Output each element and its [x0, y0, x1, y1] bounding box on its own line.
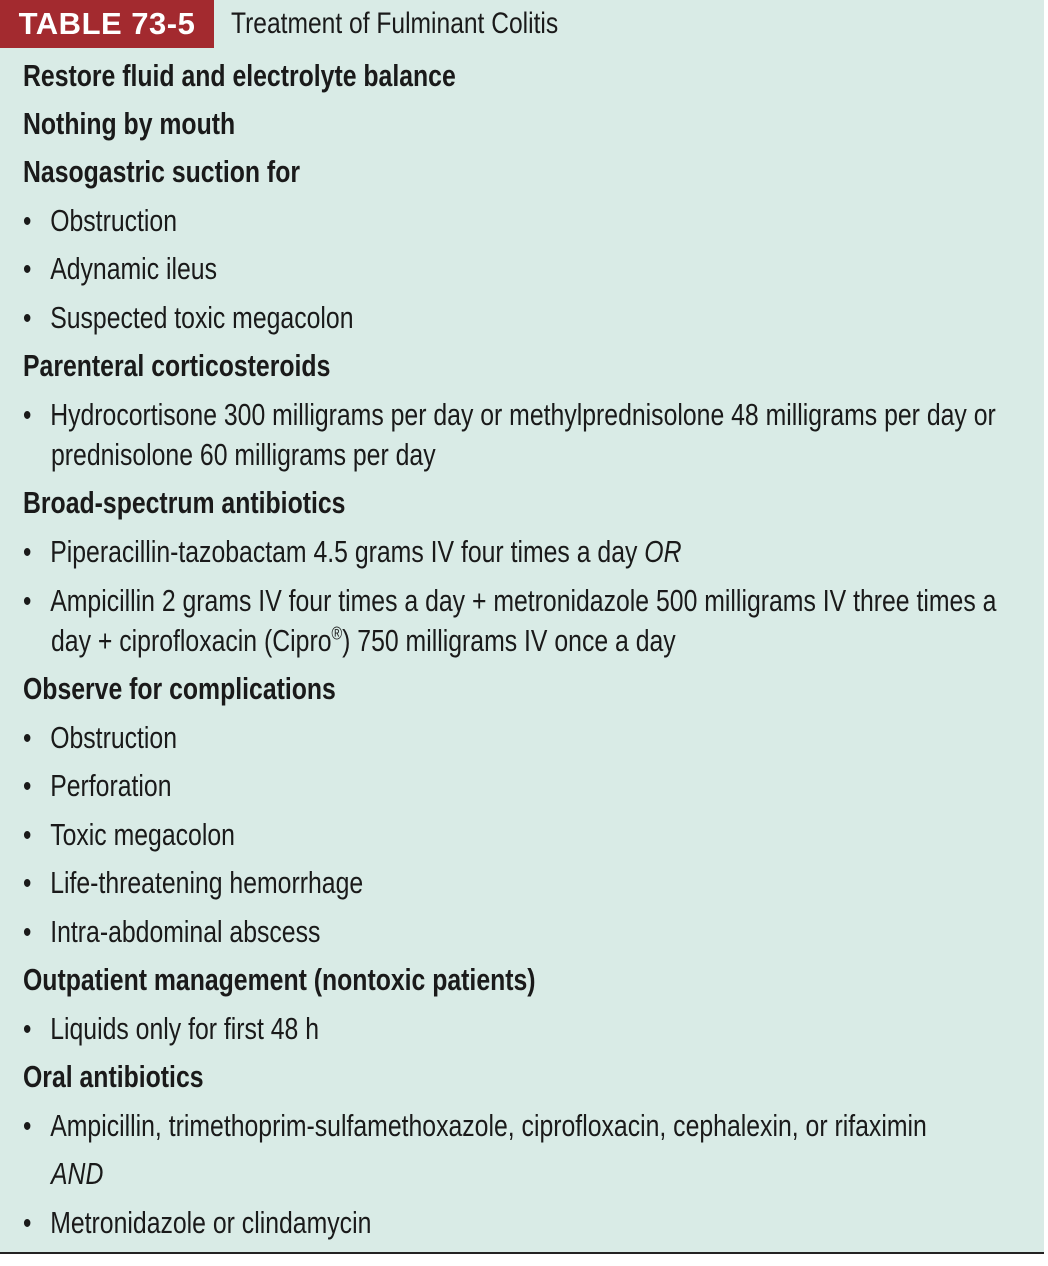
- section-heading-corticosteroids: Parenteral corticosteroids: [23, 348, 331, 383]
- bullet: •: [23, 399, 32, 432]
- list-item-text: Perforation: [50, 768, 172, 803]
- list-item-continuation: prednisolone 60 milligrams per day: [51, 437, 436, 472]
- section-heading-oral-antibiotics: Oral antibiotics: [23, 1059, 204, 1094]
- list-item: [23, 395, 996, 436]
- bullet: •: [23, 536, 32, 569]
- and-connector: AND: [51, 1156, 104, 1191]
- list-item: [23, 863, 363, 904]
- list-item: [23, 815, 235, 856]
- list-item: [23, 1203, 371, 1244]
- bullet: •: [23, 1013, 32, 1046]
- table-number: TABLE 73-5: [0, 0, 214, 48]
- list-item-text: Ampicillin 2 grams IV four times a day + metronidazole 500 milligrams IV three times a: [50, 583, 997, 618]
- bullet: •: [23, 253, 32, 286]
- section-heading-nasogastric: Nasogastric suction for: [23, 154, 300, 189]
- list-item-text: Obstruction: [50, 203, 178, 238]
- section-heading-fluids: Restore fluid and electrolyte balance: [23, 58, 456, 93]
- list-item: [23, 249, 217, 290]
- list-item-text: Intra-abdominal abscess: [50, 914, 321, 949]
- list-item-text: ) 750 milligrams IV once a day: [342, 623, 676, 658]
- registered-mark: ®: [331, 623, 343, 644]
- section-heading-antibiotics: Broad-spectrum antibiotics: [23, 485, 346, 520]
- section-heading-complications: Observe for complications: [23, 671, 336, 706]
- list-item-text: Metronidazole or clindamycin: [50, 1205, 372, 1240]
- bullet: •: [23, 302, 32, 335]
- list-item-text: Suspected toxic megacolon: [50, 300, 354, 335]
- bullet: •: [23, 1110, 32, 1143]
- list-item-text: Life-threatening hemorrhage: [50, 865, 364, 900]
- list-item: [23, 1106, 927, 1147]
- section-heading-npo: Nothing by mouth: [23, 106, 236, 141]
- list-item-text: Ampicillin, trimethoprim-sulfamethoxazole, ciprofloxacin, cephalexin, or rifaximin: [50, 1108, 927, 1143]
- list-item: [23, 298, 354, 339]
- bullet: •: [23, 819, 32, 852]
- section-heading-outpatient: Outpatient management (nontoxic patients): [23, 962, 536, 997]
- list-item: [23, 201, 177, 242]
- list-item: [23, 912, 320, 953]
- list-item-text: Piperacillin-tazobactam 4.5 grams IV four times a day: [50, 534, 638, 569]
- table-title: Treatment of Fulminant Colitis: [231, 7, 559, 40]
- list-item: [23, 1009, 319, 1050]
- bullet: •: [23, 770, 32, 803]
- list-item: [23, 581, 996, 622]
- bullet: •: [23, 205, 32, 238]
- list-item-text: Adynamic ileus: [50, 251, 217, 286]
- list-item-text: Hydrocortisone 300 milligrams per day or methylprednisolone 48 milligrams per day or: [50, 397, 996, 432]
- list-item-text: Liquids only for first 48 h: [50, 1011, 320, 1046]
- or-connector: OR: [644, 534, 682, 569]
- list-item-continuation: [51, 621, 676, 661]
- table-header: [0, 0, 1044, 48]
- list-item-text: Toxic megacolon: [50, 817, 235, 852]
- list-item: [23, 532, 681, 573]
- bullet: •: [23, 867, 32, 900]
- list-item: [23, 718, 177, 759]
- list-item: [23, 766, 172, 807]
- bullet: •: [23, 916, 32, 949]
- bullet: •: [23, 722, 32, 755]
- bullet: •: [23, 585, 32, 618]
- list-item-text: Obstruction: [50, 720, 178, 755]
- bullet: •: [23, 1207, 32, 1240]
- list-item-text: day + ciprofloxacin (Cipro: [51, 623, 332, 658]
